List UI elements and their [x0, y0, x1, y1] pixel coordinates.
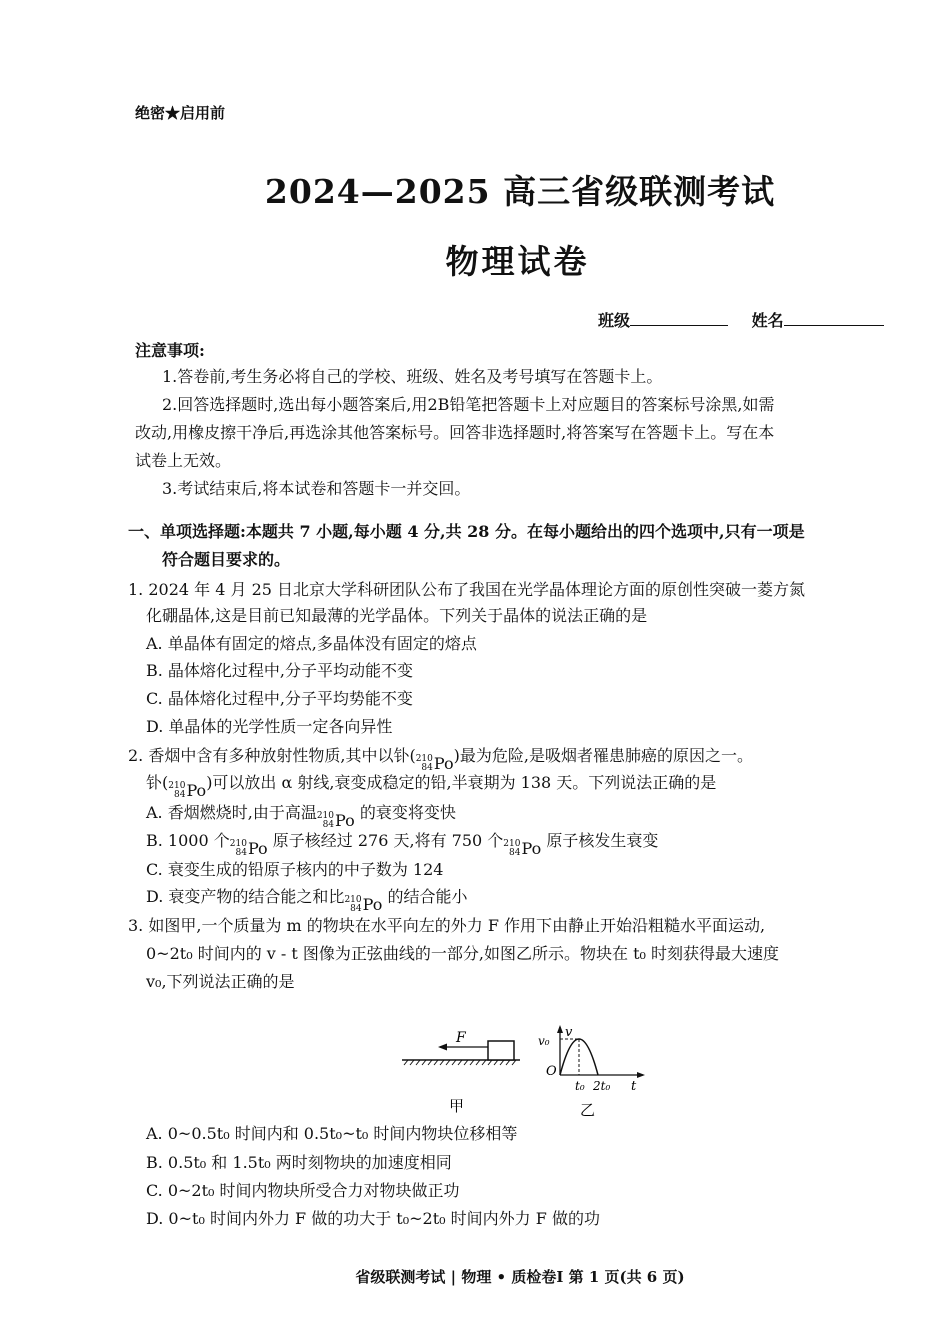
q3-stem-cont2: v₀,下列说法正确的是 [146, 972, 295, 991]
polonium-nuclide: 210 84 Po [415, 754, 454, 774]
q1-option-a: A. 单晶体有固定的熔点,多晶体没有固定的熔点 [146, 634, 477, 653]
exam-subtitle: 物理试卷 [445, 242, 590, 281]
q3-option-d: D. 0~t₀ 时间内外力 F 做的功大于 t₀~2t₀ 时间内外力 F 做的功 [146, 1209, 600, 1228]
v-axis-label: v [565, 1025, 573, 1040]
polonium-nuclide: 210 84 Po [229, 839, 268, 859]
q3-stem: 3. 如图甲,一个质量为 m 的物块在水平向左的外力 F 作用下由静止开始沿粗糙水平面运动, [128, 916, 766, 935]
polonium-nuclide: 210 84 Po [316, 811, 355, 831]
q1-option-c: C. 晶体熔化过程中,分子平均势能不变 [146, 689, 413, 708]
name-label: 姓名 [751, 311, 784, 330]
block [488, 1041, 514, 1060]
class-label: 班级 [598, 311, 631, 330]
figure-yi [538, 1025, 645, 1119]
notice-item-2-cont2: 试卷上无效。 [135, 451, 232, 470]
q2-stem: 2. 香烟中含有多种放射性物质,其中以钋( 210 84 Po )最为危险,是吸烟者罹患肺癌的原因之一。 [128, 746, 753, 774]
t0-label: t₀ [575, 1079, 585, 1093]
notice-item-1: 1.答卷前,考生务必将自己的学校、班级、姓名及考号填写在答题卡上。 [162, 367, 663, 386]
q1-stem: 1. 2024 年 4 月 25 日北京大学科研团队公布了我国在光学晶体理论方面的原创性突破一菱方氮 [128, 580, 806, 599]
notice-item-2: 2.回答选择题时,选出每小题答案后,用2B铅笔把答题卡上对应题目的答案标号涂黑,如需 [162, 395, 775, 414]
q2-option-d: D. 衰变产物的结合能之和比 210 84 Po 的结合能小 [146, 887, 468, 915]
exam-title: 2024—2025 高三省级联测考试 [264, 172, 776, 211]
caption-yi: 乙 [580, 1101, 596, 1119]
figure-jia [402, 1030, 520, 1115]
name-blank [784, 311, 884, 326]
q1-stem-cont: 化硼晶体,这是目前已知最薄的光学晶体。下列关于晶体的说法正确的是 [146, 606, 648, 625]
class-blank [630, 311, 728, 326]
q2-option-a: A. 香烟燃烧时,由于高温 210 84 Po 的衰变将变快 [146, 803, 456, 831]
polonium-nuclide: 210 84 Po [344, 895, 383, 915]
t-axis-label: t [631, 1079, 637, 1094]
q3-option-a: A. 0~0.5t₀ 时间内和 0.5t₀~t₀ 时间内物块位移相等 [146, 1124, 518, 1143]
q1-option-b: B. 晶体熔化过程中,分子平均动能不变 [146, 661, 414, 680]
notice-heading: 注意事项: [135, 341, 205, 360]
polonium-nuclide: 210 84 Po [168, 781, 207, 801]
page-footer: 省级联测考试 | 物理 • 质检卷Ⅰ 第 1 页(共 6 页) [355, 1268, 685, 1286]
force-label: F [456, 1030, 466, 1046]
confidential-mark: 绝密★启用前 [135, 104, 226, 122]
section-heading: 一、单项选择题:本题共 7 小题,每小题 4 分,共 28 分。在每小题给出的四个选项中,只有一项是 [128, 522, 805, 541]
polonium-nuclide: 210 84 Po [503, 839, 542, 859]
section-heading-cont: 符合题目要求的。 [162, 550, 291, 569]
q3-option-b: B. 0.5t₀ 和 1.5t₀ 两时刻物块的加速度相同 [146, 1153, 452, 1172]
q2-option-b: B. 1000 个 210 84 Po 原子核经过 276 天,将有 750 个 210 84 Po 原子核发生衰变 [146, 831, 659, 859]
2t0-label: 2t₀ [593, 1079, 611, 1093]
q1-option-d: D. 单晶体的光学性质一定各向异性 [146, 717, 393, 736]
q3-stem-cont: 0~2t₀ 时间内的 v - t 图像为正弦曲线的一部分,如图乙所示。物块在 t₀ 时刻获得最大速度 [146, 944, 780, 963]
notice-item-2-cont: 改动,用橡皮擦干净后,再选涂其他答案标号。回答非选择题时,将答案写在答题卡上。写在本 [135, 423, 775, 442]
notice-item-3: 3.考试结束后,将本试卷和答题卡一并交回。 [162, 479, 471, 498]
student-info-fields [598, 308, 884, 331]
q3-option-c: C. 0~2t₀ 时间内物块所受合力对物块做正功 [146, 1181, 460, 1200]
origin-label: O [546, 1064, 557, 1079]
q2-option-c: C. 衰变生成的铅原子核内的中子数为 124 [146, 860, 444, 879]
caption-jia: 甲 [449, 1097, 465, 1115]
v0-label: v₀ [538, 1034, 550, 1048]
q3-figure [398, 1023, 658, 1123]
q2-stem-cont: 钋( 210 84 Po )可以放出 α 射线,衰变成稳定的铅,半衰期为 138 天。下列说法正确的是 [146, 773, 717, 801]
